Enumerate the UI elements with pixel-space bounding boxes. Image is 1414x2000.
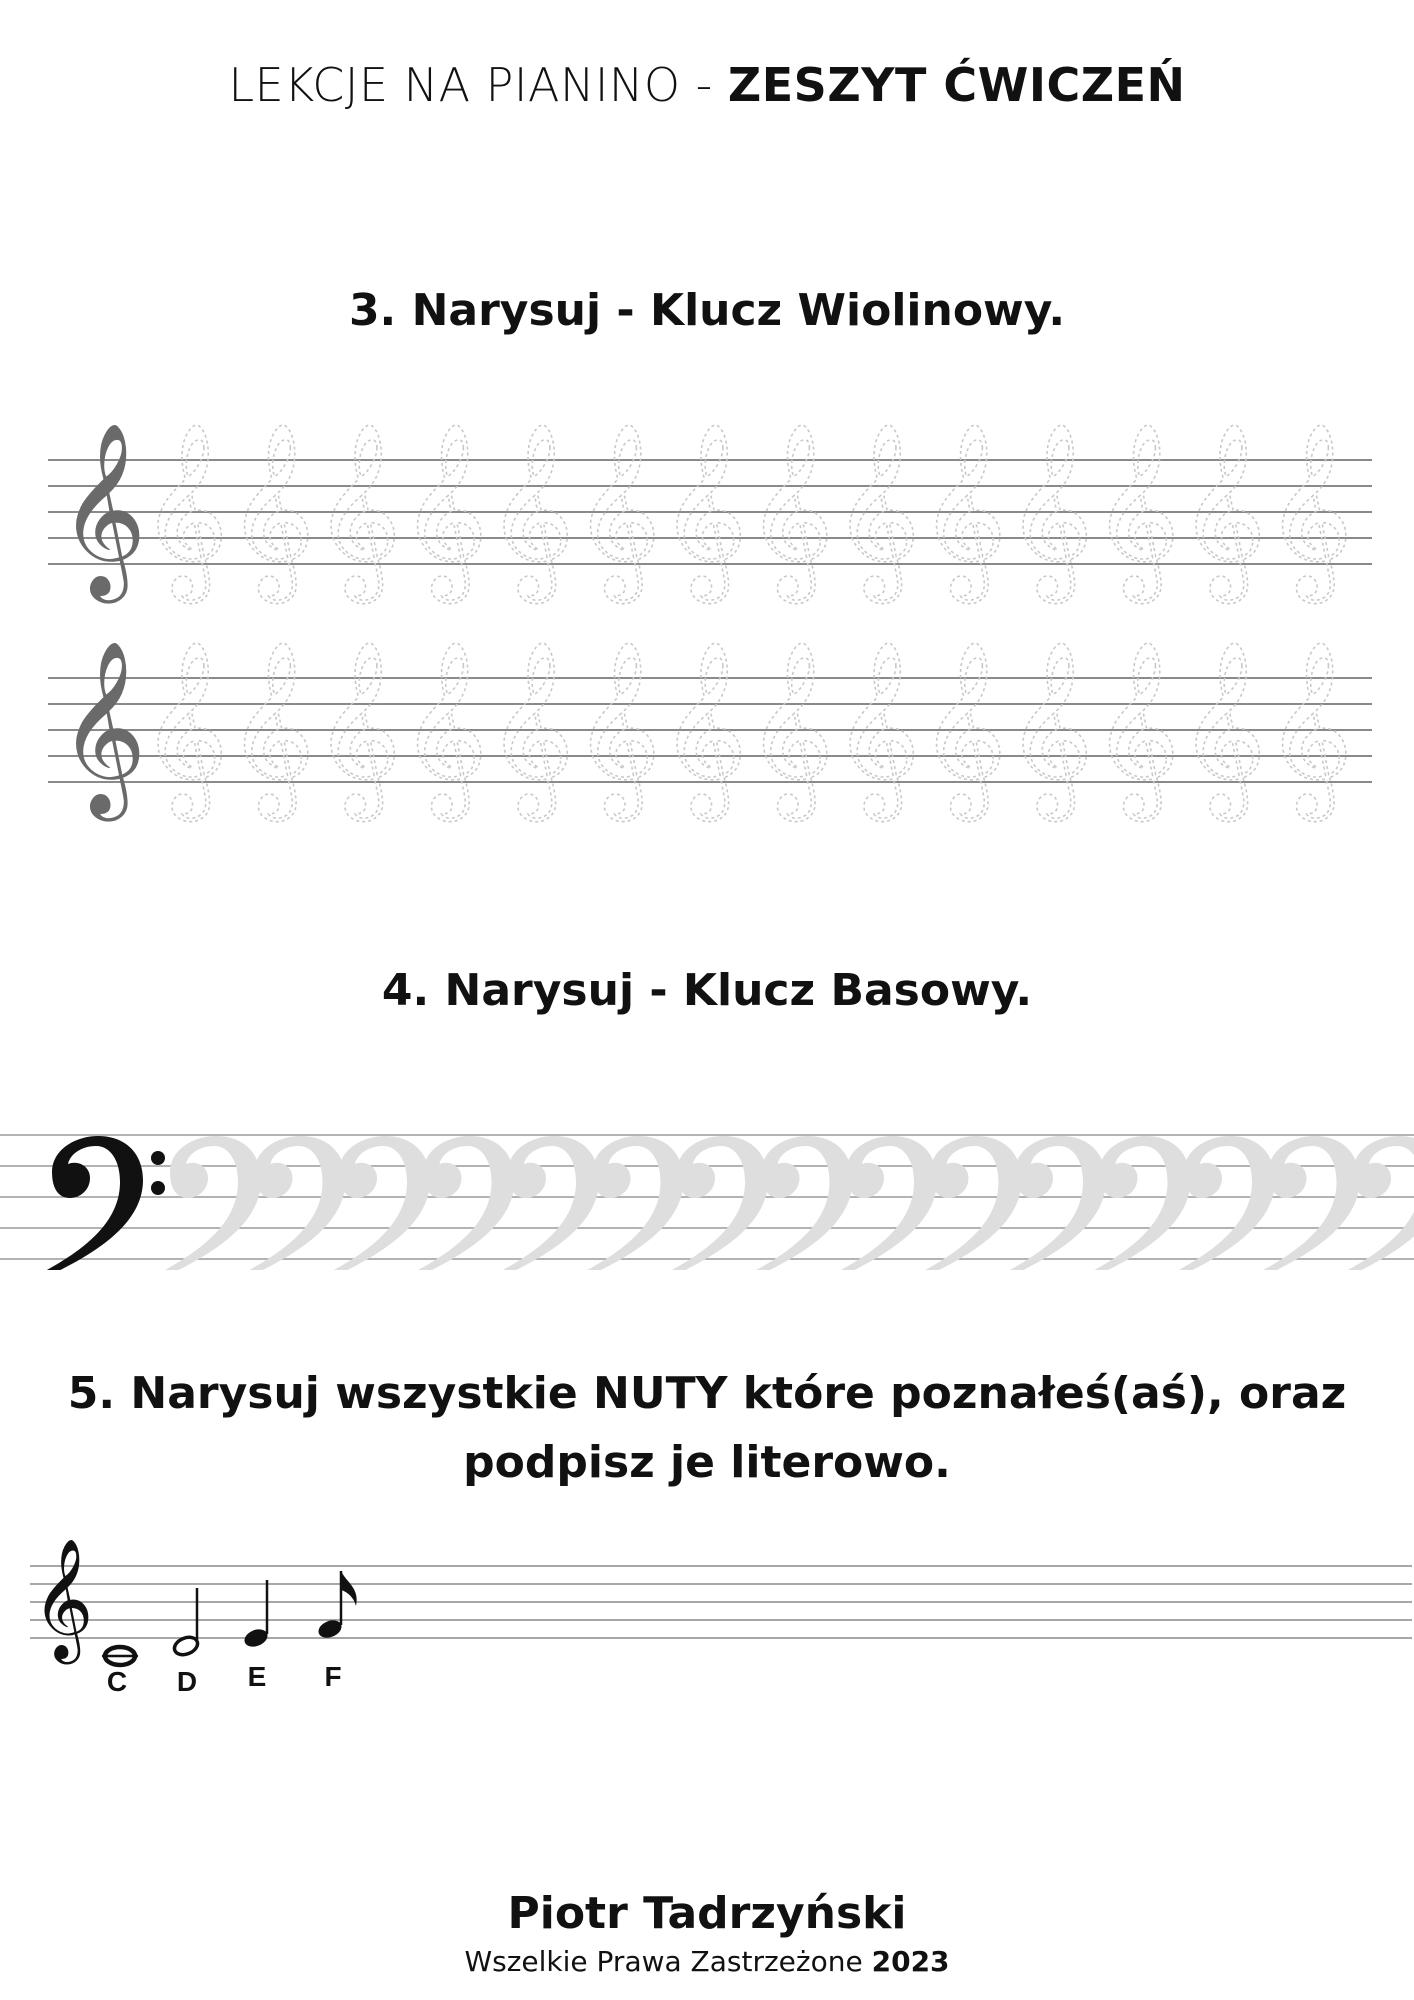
- guide-treble-clef-icon: 𝄞: [1178, 422, 1267, 596]
- guide-treble-clef-icon: 𝄞: [745, 422, 835, 596]
- guide-treble-clef-icon: 𝄞: [1091, 640, 1181, 814]
- guide-treble-clef-icon: 𝄞: [486, 640, 575, 814]
- guide-bass-clef-icon: [501, 1136, 599, 1270]
- guide-treble-clef-icon: 𝄞: [1264, 422, 1354, 596]
- guide-treble-clef-icon: 𝄞: [140, 422, 229, 596]
- treble-practice-staff-2[interactable]: [0, 628, 1414, 828]
- bass-guide-clefs: [163, 1136, 1414, 1270]
- bass-practice-staff[interactable]: [0, 1110, 1414, 1270]
- treble-clef-icon: 𝄞: [32, 1537, 94, 1659]
- guide-treble-clef-icon: 𝄞: [659, 422, 748, 596]
- exercise-5-heading-line2: podpisz je literowo.: [463, 1437, 951, 1488]
- guide-bass-clef-icon: [163, 1136, 261, 1270]
- guide-treble-clef-icon: 𝄞: [659, 640, 748, 814]
- guide-treble-clef-icon: 𝄞: [399, 640, 489, 814]
- guide-treble-clef-icon: 𝄞: [313, 422, 402, 596]
- notes-staff[interactable]: [0, 1530, 1414, 1700]
- note-label-f: F: [324, 1661, 342, 1692]
- title-bold: ZESZYT ĆWICZEŃ: [727, 58, 1186, 112]
- note-label-d: D: [176, 1666, 198, 1697]
- guide-bass-clef-icon: [1093, 1136, 1191, 1270]
- guide-treble-clef-icon: 𝄞: [918, 422, 1008, 596]
- guide-treble-clef-icon: 𝄞: [1005, 640, 1094, 814]
- guide-bass-clef-icon: [248, 1136, 346, 1270]
- guide-treble-clef-icon: 𝄞: [832, 422, 921, 596]
- rights-text: Wszelkie Prawa Zastrzeżone: [464, 1945, 872, 1978]
- guide-treble-clef-icon: 𝄞: [1264, 640, 1354, 814]
- guide-bass-clef-icon: [417, 1136, 515, 1270]
- guide-treble-clef-icon: 𝄞: [832, 640, 921, 814]
- treble-practice-staff-1[interactable]: [0, 410, 1414, 610]
- guide-treble-clef-icon: 𝄞: [572, 422, 662, 596]
- page-title: [0, 58, 1414, 112]
- note-e-quarter: [242, 1580, 270, 1650]
- guide-bass-clef-icon: [924, 1136, 1022, 1270]
- guide-bass-clef-icon: [1346, 1136, 1414, 1270]
- author-name: Piotr Tadrzyński: [507, 1888, 907, 1939]
- note-f-eighth: [316, 1571, 357, 1641]
- guide-treble-clef-icon: 𝄞: [140, 640, 229, 814]
- treble-guide-clefs: [140, 422, 1353, 604]
- treble-clef-icon: 𝄞: [58, 422, 147, 596]
- treble-guide-clefs: [140, 640, 1353, 822]
- note-c-whole: [102, 1647, 138, 1665]
- title-light: LEKCJE NA PIANINO -: [228, 58, 728, 112]
- exercise-4-heading: 4. Narysuj - Klucz Basowy.: [381, 965, 1033, 1016]
- guide-treble-clef-icon: 𝄞: [1005, 422, 1094, 596]
- copyright-year: 2023: [871, 1945, 950, 1978]
- note-label-e: E: [247, 1661, 267, 1692]
- guide-treble-clef-icon: 𝄞: [572, 640, 662, 814]
- exercise-5-heading-line1: 5. Narysuj wszystkie NUTY które poznałeś(aś), oraz: [67, 1368, 1347, 1419]
- guide-bass-clef-icon: [586, 1136, 684, 1270]
- guide-bass-clef-icon: [839, 1136, 937, 1270]
- guide-treble-clef-icon: 𝄞: [226, 640, 316, 814]
- guide-bass-clef-icon: [332, 1136, 430, 1270]
- guide-treble-clef-icon: 𝄞: [1178, 640, 1267, 814]
- guide-treble-clef-icon: 𝄞: [486, 422, 575, 596]
- guide-treble-clef-icon: 𝄞: [745, 640, 835, 814]
- guide-bass-clef-icon: [670, 1136, 768, 1270]
- copyright-line: [0, 1945, 1414, 1978]
- note-label-c: C: [106, 1666, 128, 1697]
- guide-bass-clef-icon: [1008, 1136, 1106, 1270]
- guide-treble-clef-icon: 𝄞: [226, 422, 316, 596]
- guide-treble-clef-icon: 𝄞: [313, 640, 402, 814]
- guide-bass-clef-icon: [755, 1136, 853, 1270]
- exercise-3-heading: 3. Narysuj - Klucz Wiolinowy.: [348, 285, 1066, 336]
- guide-bass-clef-icon: [1177, 1136, 1275, 1270]
- note-d-half: [172, 1588, 200, 1658]
- guide-treble-clef-icon: 𝄞: [1091, 422, 1181, 596]
- guide-bass-clef-icon: [1262, 1136, 1360, 1270]
- guide-treble-clef-icon: 𝄞: [399, 422, 489, 596]
- guide-treble-clef-icon: 𝄞: [918, 640, 1008, 814]
- treble-clef-icon: 𝄞: [58, 640, 147, 814]
- bass-clef-icon: [45, 1136, 165, 1270]
